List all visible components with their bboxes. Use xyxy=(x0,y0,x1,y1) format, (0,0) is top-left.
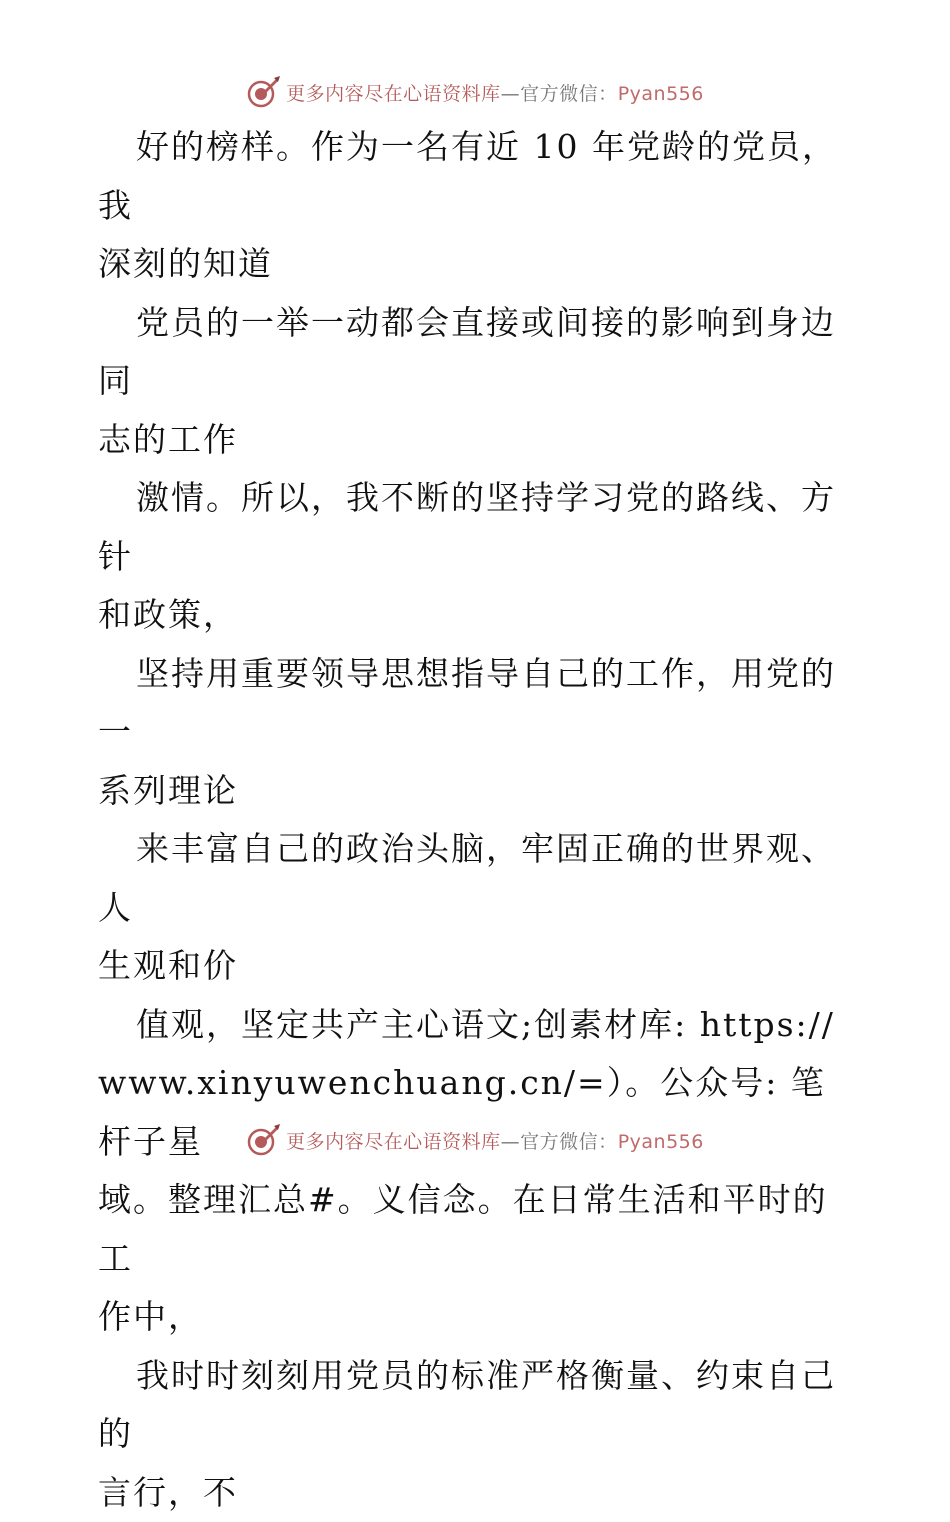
footer-banner xyxy=(0,1120,950,1160)
body-line: www.xinyuwenchuang.cn/=）。公众号: 笔杆子星 xyxy=(98,1054,858,1171)
body-line: 我时时刻刻用党员的标准严格衡量、约束自己的 xyxy=(98,1347,858,1464)
body-line: 域。整理汇总#。义信念。在日常生活和平时的工 xyxy=(98,1171,858,1288)
header-banner xyxy=(0,72,950,112)
document-body xyxy=(98,118,858,1522)
body-line: 坚持用重要领导思想指导自己的工作，用党的一 xyxy=(98,645,858,762)
banner-text: 更多内容尽在心语资料库—官方微信：Pyan556 xyxy=(286,79,704,106)
body-line: 来丰富自己的政治头脑，牢固正确的世界观、人 xyxy=(98,820,858,937)
body-line: 生观和价 xyxy=(98,937,858,996)
body-line: 志的工作 xyxy=(98,411,858,470)
body-line: 好的榜样。作为一名有近 10 年党龄的党员，我 xyxy=(98,118,858,235)
body-line: 系列理论 xyxy=(98,762,858,821)
feather-pen-circle-icon xyxy=(246,74,282,110)
body-line: 作中， xyxy=(98,1288,858,1347)
body-line: 值观，坚定共产主心语文;创素材库: https:// xyxy=(98,996,858,1055)
body-line: 言行，不 xyxy=(98,1464,858,1522)
feather-pen-circle-icon xyxy=(246,1122,282,1158)
banner-text: 更多内容尽在心语资料库—官方微信：Pyan556 xyxy=(286,1127,704,1154)
body-line: 激情。所以，我不断的坚持学习党的路线、方针 xyxy=(98,469,858,586)
body-line: 党员的一举一动都会直接或间接的影响到身边同 xyxy=(98,294,858,411)
body-line: 深刻的知道 xyxy=(98,235,858,294)
body-line: 和政策， xyxy=(98,586,858,645)
